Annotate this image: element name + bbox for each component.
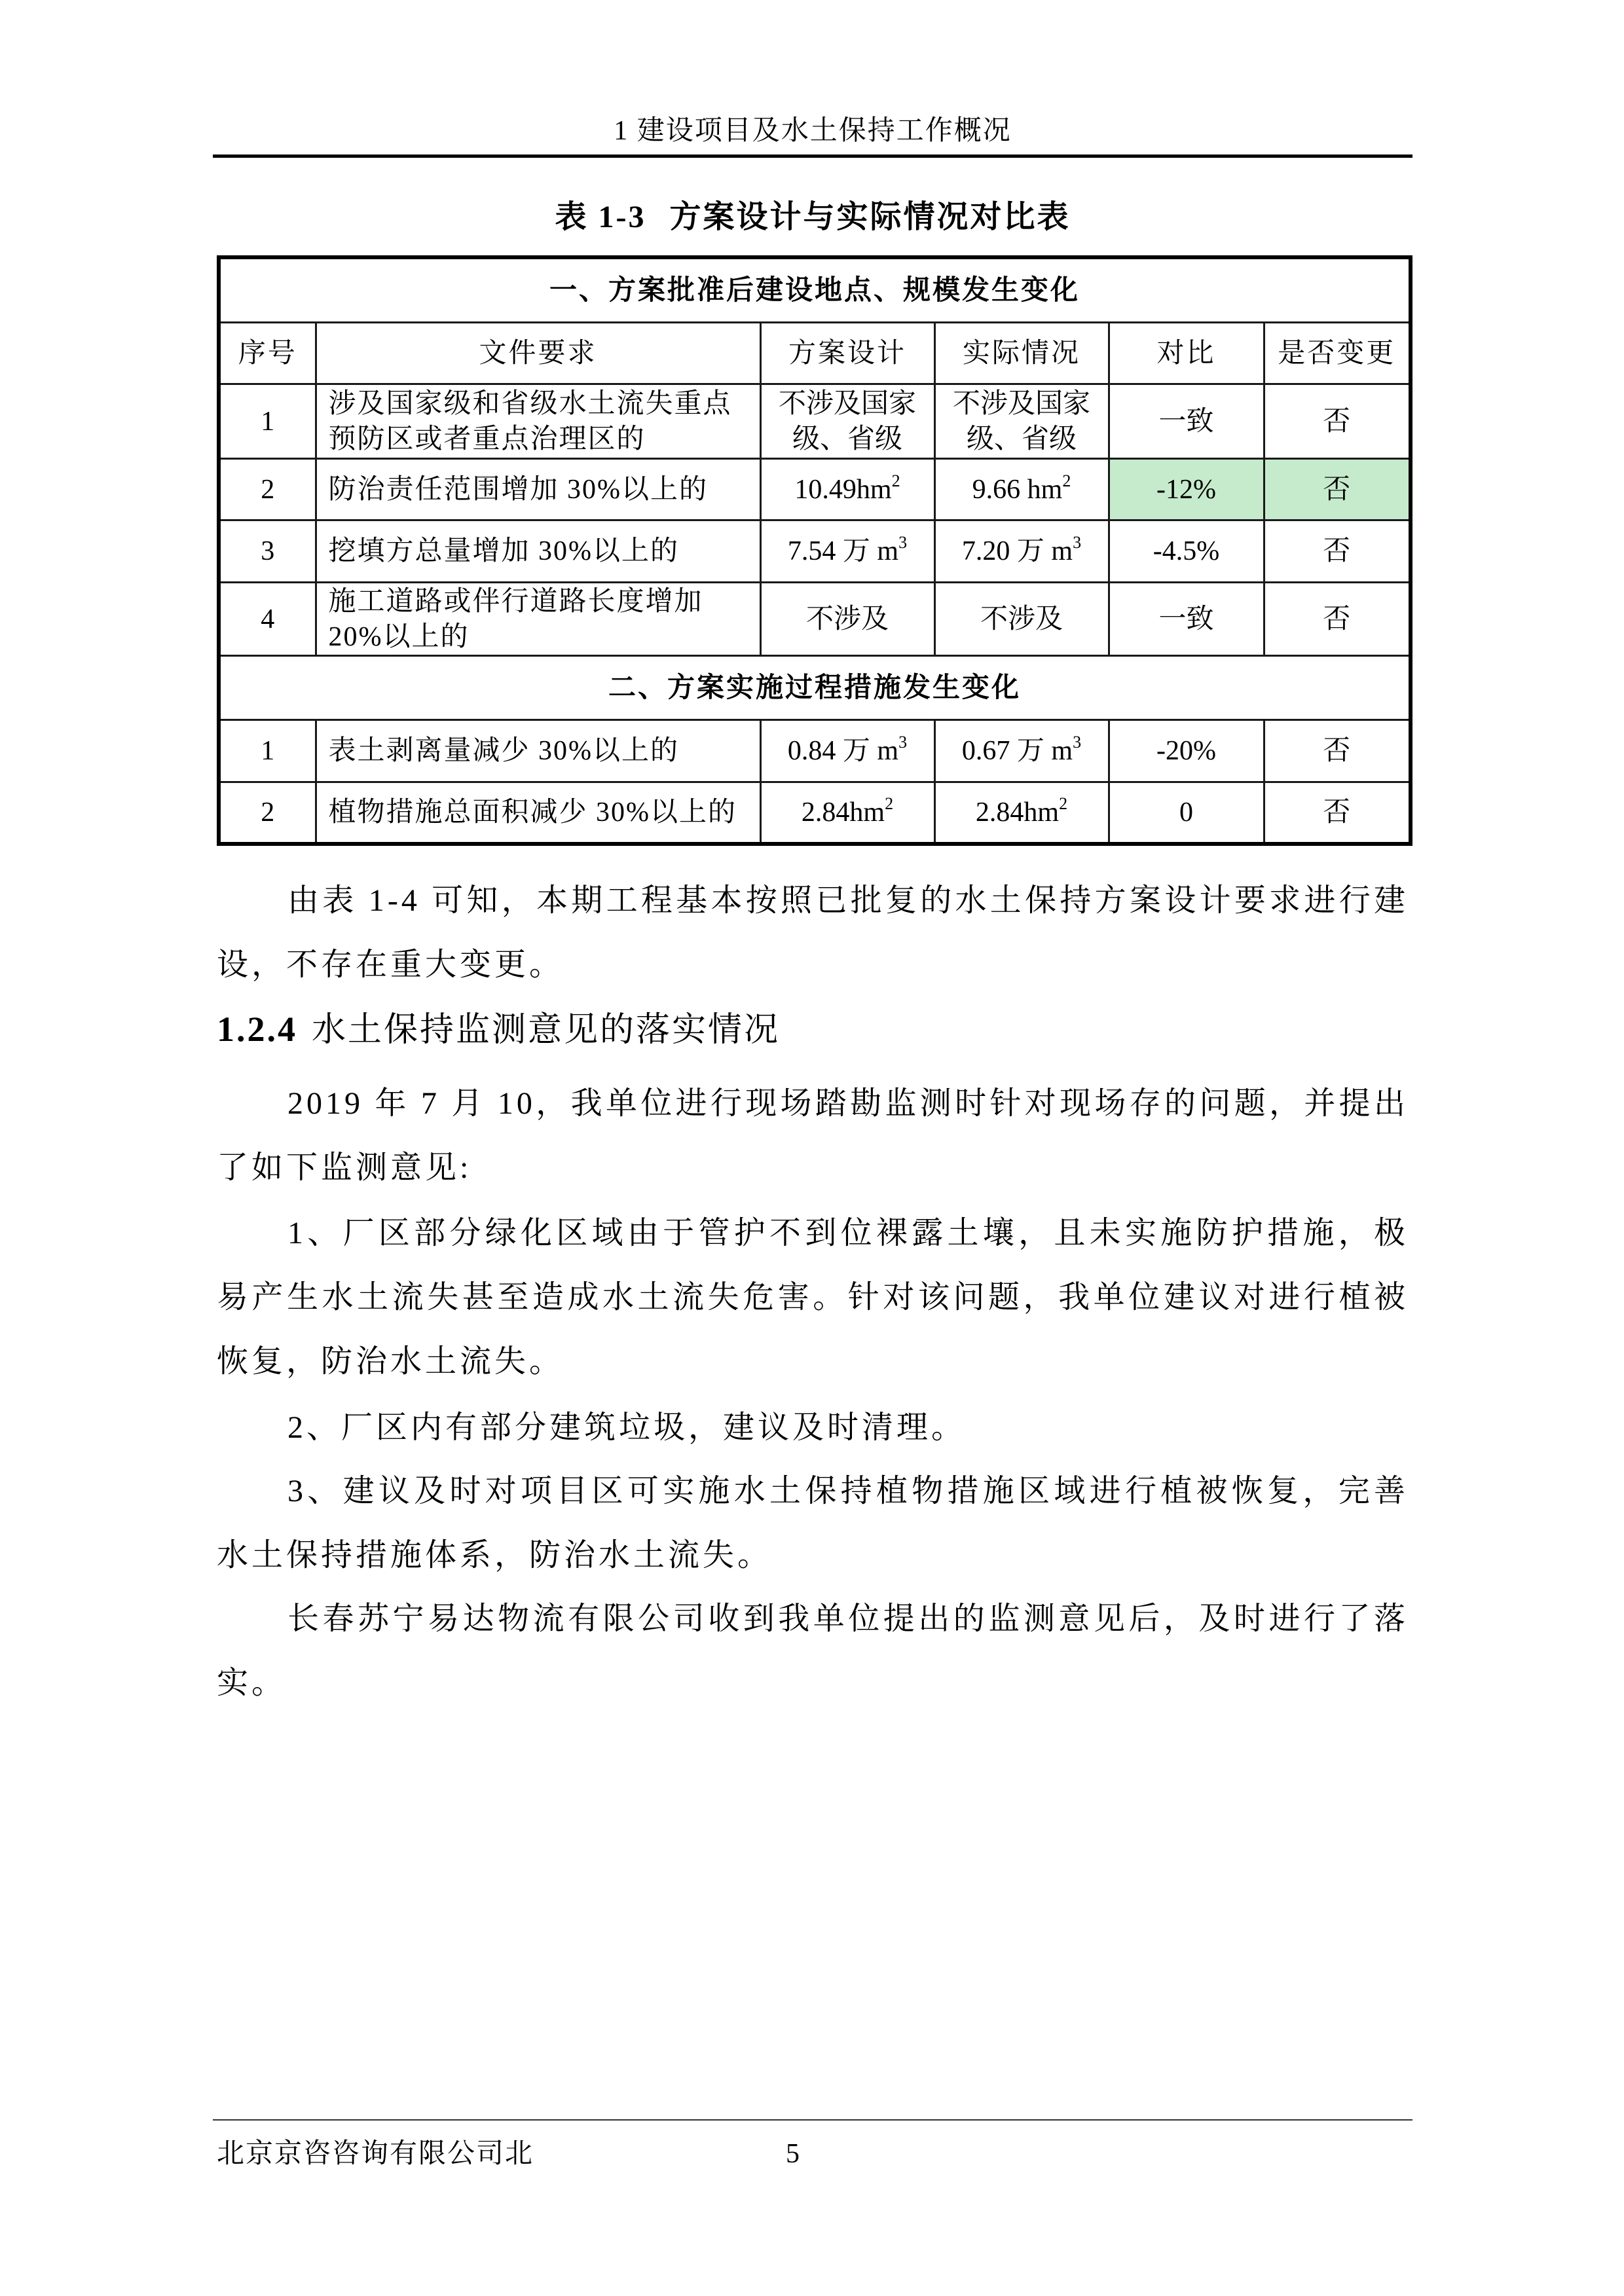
row-requirement: 挖填方总量增加 30%以上的 bbox=[316, 520, 760, 583]
row-requirement: 表土剥离量减少 30%以上的 bbox=[316, 720, 760, 782]
opinion-item-1: 1、厂区部分绿化区域由于管护不到位裸露土壤，且未实施防护措施，极易产生水土流失甚至造成水土流失危害。针对该问题，我单位建议对进行植被恢复，防治水土流失。 bbox=[217, 1216, 1409, 1379]
row-actual-line2: 级、省级 bbox=[966, 424, 1077, 454]
row-requirement: 植物措施总面积减少 30%以上的 bbox=[316, 782, 760, 845]
conclusion-paragraph: 由表 1-4 可知，本期工程基本按照已批复的水土保持方案设计要求进行建设，不存在重大变更。 bbox=[217, 883, 1409, 982]
table-row bbox=[219, 583, 1411, 656]
table-row bbox=[219, 520, 1411, 583]
header-rule bbox=[213, 155, 1412, 158]
row-design-line1: 不涉及国家 bbox=[778, 388, 916, 419]
row-changed: 否 bbox=[1264, 583, 1411, 656]
table-row bbox=[219, 782, 1411, 845]
table-row bbox=[219, 720, 1411, 782]
table-row bbox=[219, 384, 1411, 459]
row-design-unit-exponent: 2 bbox=[885, 794, 894, 813]
page-number: 5 bbox=[786, 2139, 800, 2169]
row-no: 2 bbox=[219, 459, 316, 520]
row-design-value: 10.49hm bbox=[794, 474, 892, 505]
row-comparison: 一致 bbox=[1109, 384, 1264, 459]
opinion-item-3: 3、建议及时对项目区可实施水土保持植物措施区域进行植被恢复，完善水土保持措施体系，防治水土流失。 bbox=[217, 1474, 1409, 1573]
row-design bbox=[760, 782, 934, 845]
row-actual-value: 0.67 万 m bbox=[961, 736, 1073, 766]
row-no: 1 bbox=[219, 384, 316, 459]
opinion-item-2: 2、厂区内有部分建筑垃圾，建议及时清理。 bbox=[287, 1410, 967, 1445]
column-header-no: 序号 bbox=[219, 323, 316, 384]
closing-paragraph: 长春苏宁易达物流有限公司收到我单位提出的监测意见后，及时进行了落实。 bbox=[217, 1601, 1409, 1700]
row-actual-unit-exponent: 2 bbox=[1062, 471, 1071, 490]
row-changed-highlighted: 否 bbox=[1264, 459, 1411, 520]
comparison-table bbox=[217, 255, 1412, 846]
row-requirement: 防治责任范围增加 30%以上的 bbox=[316, 459, 760, 520]
column-header-requirement: 文件要求 bbox=[316, 323, 760, 384]
row-design-value: 7.54 万 m bbox=[787, 536, 899, 566]
row-actual-value: 7.20 万 m bbox=[961, 536, 1073, 566]
row-actual-value: 2.84hm bbox=[975, 797, 1060, 828]
table-caption bbox=[217, 196, 1409, 238]
row-requirement: 涉及国家级和省级水土流失重点预防区或者重点治理区的 bbox=[316, 384, 760, 459]
row-design-unit-exponent: 3 bbox=[898, 533, 908, 552]
row-changed: 否 bbox=[1264, 520, 1411, 583]
footer-company: 北京京咨咨询有限公司北 bbox=[217, 2139, 534, 2169]
row-changed: 否 bbox=[1264, 782, 1411, 845]
row-actual bbox=[934, 384, 1109, 459]
row-design bbox=[760, 520, 934, 583]
section-row-2 bbox=[219, 656, 1411, 720]
row-comparison: 一致 bbox=[1109, 583, 1264, 656]
footer-rule bbox=[213, 2119, 1412, 2121]
row-comparison: 0 bbox=[1109, 782, 1264, 845]
row-no: 2 bbox=[219, 782, 316, 845]
row-design-unit-exponent: 3 bbox=[898, 733, 908, 752]
table-caption-title: 方案设计与实际情况对比表 bbox=[669, 200, 1071, 234]
row-no: 1 bbox=[219, 720, 316, 782]
row-design: 不涉及 bbox=[760, 583, 934, 656]
column-header-comparison: 对比 bbox=[1109, 323, 1264, 384]
row-actual-unit-exponent: 2 bbox=[1059, 794, 1068, 813]
row-design bbox=[760, 720, 934, 782]
row-design bbox=[760, 459, 934, 520]
section-number: 1.2.4 bbox=[217, 1010, 297, 1049]
row-design-value: 2.84hm bbox=[801, 797, 885, 828]
row-requirement: 施工道路或伴行道路长度增加20%以上的 bbox=[316, 583, 760, 656]
running-header: 1 建设项目及水土保持工作概况 bbox=[614, 116, 1012, 146]
row-actual-unit-exponent: 3 bbox=[1073, 733, 1082, 752]
row-actual bbox=[934, 520, 1109, 583]
row-comparison: -4.5% bbox=[1109, 520, 1264, 583]
row-comparison-highlighted: -12% bbox=[1109, 459, 1264, 520]
table-caption-number: 表 1-3 bbox=[555, 200, 646, 234]
section-title-2: 二、方案实施过程措施发生变化 bbox=[219, 656, 1411, 720]
column-header-actual: 实际情况 bbox=[934, 323, 1109, 384]
section-title-1: 一、方案批准后建设地点、规模发生变化 bbox=[219, 257, 1411, 323]
table-row bbox=[219, 459, 1411, 520]
row-design bbox=[760, 384, 934, 459]
row-actual bbox=[934, 782, 1109, 845]
intro-paragraph: 2019 年 7 月 10，我单位进行现场踏勘监测时针对现场存的问题，并提出了如下监测意见: bbox=[217, 1086, 1409, 1185]
row-actual-line1: 不涉及国家 bbox=[952, 388, 1090, 419]
row-actual bbox=[934, 720, 1109, 782]
row-design-unit-exponent: 2 bbox=[891, 471, 900, 490]
section-heading bbox=[217, 1003, 780, 1056]
row-no: 4 bbox=[219, 583, 316, 656]
row-changed: 否 bbox=[1264, 720, 1411, 782]
row-design-line2: 级、省级 bbox=[792, 424, 902, 454]
column-header-changed: 是否变更 bbox=[1264, 323, 1411, 384]
row-actual-unit-exponent: 3 bbox=[1073, 533, 1082, 552]
row-comparison: -20% bbox=[1109, 720, 1264, 782]
row-actual bbox=[934, 459, 1109, 520]
row-no: 3 bbox=[219, 520, 316, 583]
row-actual: 不涉及 bbox=[934, 583, 1109, 656]
row-actual-value: 9.66 hm bbox=[972, 474, 1063, 505]
section-row-1 bbox=[219, 257, 1411, 323]
row-changed: 否 bbox=[1264, 384, 1411, 459]
column-header-design: 方案设计 bbox=[760, 323, 934, 384]
section-title: 水土保持监测意见的落实情况 bbox=[312, 1010, 781, 1049]
column-header-row bbox=[219, 323, 1411, 384]
row-design-value: 0.84 万 m bbox=[787, 736, 899, 766]
